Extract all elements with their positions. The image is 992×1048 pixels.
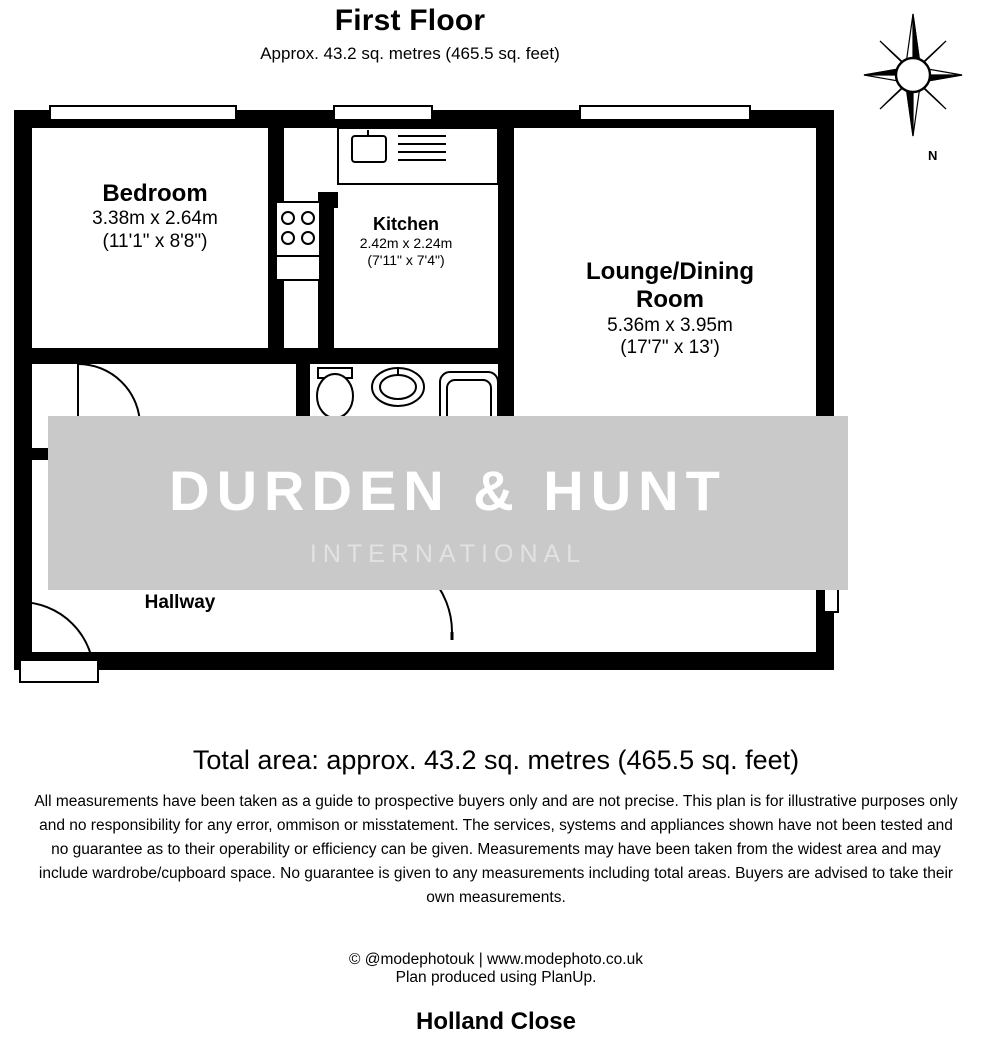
room-name-bedroom: Bedroom [102, 180, 208, 207]
room-imperial-kitchen: (7'11" x 7'4") [367, 251, 445, 268]
watermark-brand: DURDEN & HUNT [169, 459, 727, 522]
room-imperial-bedroom: (11'1" x 8'8") [102, 230, 208, 252]
disclaimer-text: All measurements have been taken as a guide to prospective buyers only and are not precise. This plan is for illustrative purposes only and no responsibility for any error, ommison or misstatement. The services, systems and appliances shown have not been tested and no guarantee as to their operability or efficiency can be given. Measurements may have been taken from the widest area and may include wardrobe/cupboard space. No guarantee is given to any measurements including total areas. Buyers are advised to take their own measurements. [34, 793, 958, 907]
room-imperial-lounge: (17'7" x 13') [620, 337, 720, 359]
floorplan-drawing [0, 96, 870, 696]
total-area-text: Total area: approx. 43.2 sq. metres (465.5 sq. feet) [192, 745, 800, 775]
credit-text: © @modephotouk | www.modephoto.co.uk [349, 951, 643, 968]
watermark-brand-sub: INTERNATIONAL [309, 540, 587, 568]
room-label-hallway [70, 592, 290, 614]
page-subtitle: Approx. 43.2 sq. metres (465.5 sq. feet) [260, 44, 560, 63]
room-name-kitchen: Kitchen [372, 214, 439, 234]
room-metric-bedroom: 3.38m x 2.64m [92, 208, 218, 230]
room-label-kitchen [306, 214, 506, 268]
room-label-lounge [500, 258, 840, 359]
room-name-hallway: Hallway [144, 592, 216, 613]
address-title: Holland Close [415, 1008, 577, 1035]
room-label-bedroom [20, 180, 290, 253]
compass-north-label: N [928, 148, 938, 163]
page-title: First Floor [334, 4, 486, 37]
room-name-lounge: Lounge/Dining [586, 258, 754, 285]
room-name-lounge-2: Room [636, 286, 704, 314]
room-metric-kitchen: 2.42m x 2.24m [359, 235, 453, 252]
compass-rose [858, 8, 968, 163]
room-metric-lounge: 5.36m x 3.95m [607, 314, 733, 336]
planup-text: Plan produced using PlanUp. [395, 969, 597, 986]
